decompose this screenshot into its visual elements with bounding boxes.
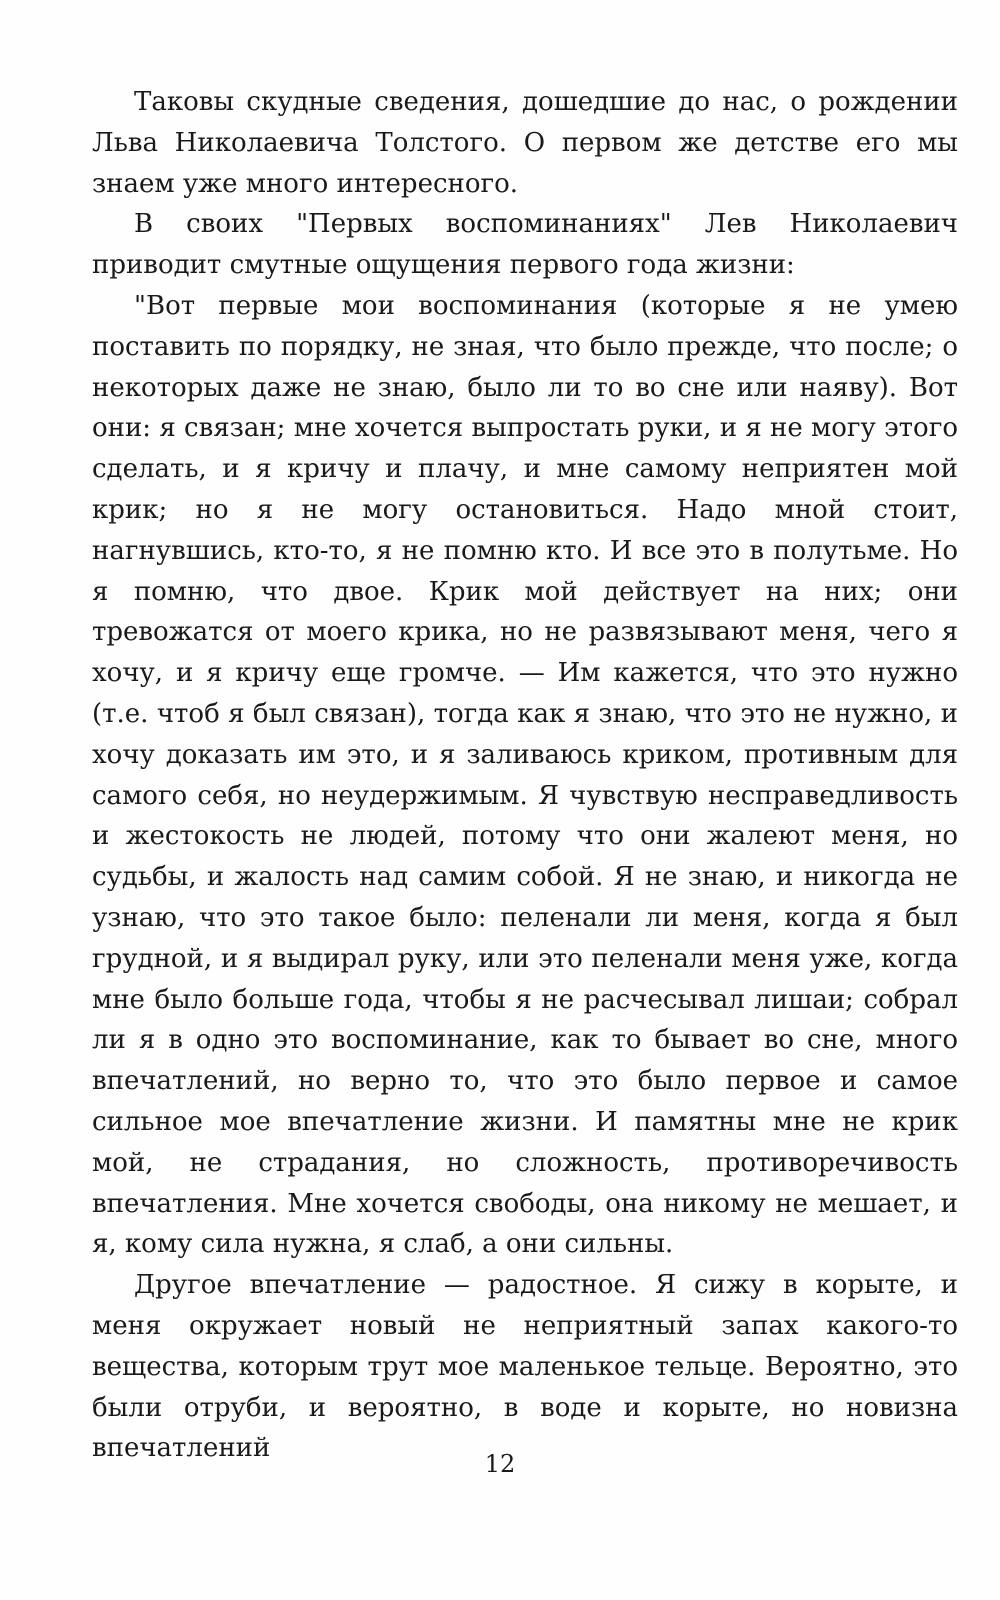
page-number: 12 [484, 1450, 516, 1478]
paragraph-second-impression: Другое впечатление — радостное. Я сижу в корыте, и меня окружает новый не неприятный запах какого-то вещества, которым трут мое маленькое тельце. Вероятно, это были отруби, и вероятно, в воде и корыте, но новизна впечатлений [92, 1270, 958, 1464]
paragraph-birth-info: Таковы скудные сведения, дошедшие до нас, о рождении Льва Николаевича Толстого. О первом же детстве его мы знаем уже много интересного. [92, 87, 958, 199]
paragraph-first-memories-intro: В своих "Первых воспоминаниях" Лев Николаевич приводит смутные ощущения первого года жизни: [92, 209, 958, 281]
text-block [92, 82, 958, 1469]
paragraph-quote-first-memories: "Вот первые мои воспоминания (которые я не умею поставить по порядку, не зная, что было прежде, что после; о некоторых даже не знаю, было ли то во сне или наяву). Вот они: я связан; мне хочется выпростать руки, и я не могу этого сделать, и я кричу и плачу, и мне самому неприятен мой крик; но я не могу остановиться. Надо мной стоит, нагнувшись, кто-то, я не помню кто. И все это в полутьме. Но я помню, что двое. Крик мой действует на них; они тревожатся от моего крика, но не развязывают меня, чего я хочу, и я кричу еще громче. — Им кажется, что это нужно (т.е. чтоб я был связан), тогда как я знаю, что это не нужно, и хочу доказать им это, и я заливаюсь криком, противным для самого себя, но неудержимым. Я чувствую несправедливость и жестокость не людей, потому что они жалеют меня, но судьбы, и жалость над самим собой. Я не знаю, и никогда не узнаю, что это такое было: пеленали ли меня, когда я был грудной, и я выдирал руку, или это пеленали меня уже, когда мне было больше года, чтобы я не расчесывал лишаи; собрал ли я в одно это воспоминание, как то бывает во сне, много впечатлений, но верно то, что это было первое и самое сильное мое впечатление жизни. И памятны мне не крик мой, не страдания, но сложность, противоречивость впечатления. Мне хочется свободы, она никому не мешает, и я, кому сила нужна, я слаб, а они сильны. [92, 290, 958, 1260]
